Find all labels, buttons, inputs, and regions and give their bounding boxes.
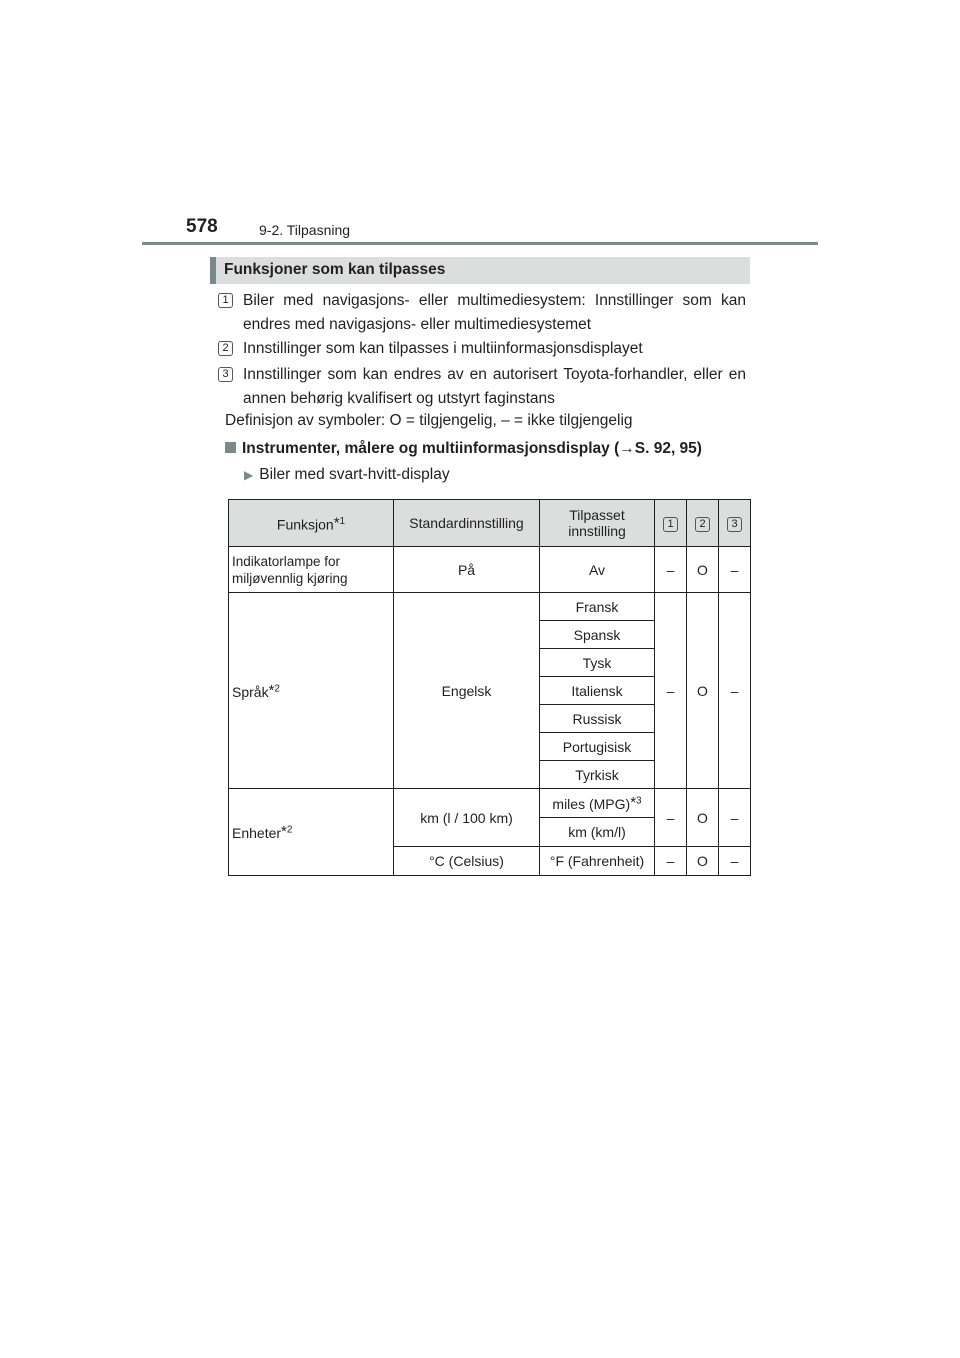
header-rule (142, 242, 818, 245)
footnote-ref: 2 (274, 682, 280, 694)
bullet-text: Biler med svart-hvitt-display (259, 466, 450, 483)
cell-c1: – (655, 789, 687, 847)
cell-c2: O (687, 847, 719, 876)
square-bullet-icon (225, 442, 236, 453)
cell-c3: – (719, 593, 751, 789)
header-col-2 (687, 500, 719, 547)
page-number: 578 (186, 216, 218, 237)
table-row (229, 547, 751, 593)
footnote-ref: 3 (636, 795, 642, 807)
number-1-icon: 1 (663, 517, 678, 532)
cell-option: Tysk (540, 649, 655, 677)
table-row (229, 593, 751, 621)
section-reference: 9-2. Tilpasning (259, 222, 351, 238)
cell-default: km (l / 100 km) (394, 789, 540, 847)
cell-function: Indikatorlampe for miljøvennlig kjøring (229, 547, 394, 593)
note-text: Innstillinger som kan endres av en autorisert Toyota-forhandler, eller en annen behørig kvalifisert og utstyrt faginstans (243, 366, 746, 407)
number-2-icon: 2 (218, 341, 233, 356)
cell-c1: – (655, 847, 687, 876)
table-header-row (229, 500, 751, 547)
number-3-icon: 3 (727, 517, 742, 532)
subheading-text: Instrumenter, målere og multiinformasjonsdisplay (→S. 92, 95) (242, 440, 702, 457)
cell-default: På (394, 547, 540, 593)
cell-option: Russisk (540, 705, 655, 733)
subheading (225, 440, 702, 458)
cell-c3: – (719, 789, 751, 847)
asterisk-icon: * (630, 794, 637, 811)
header-col-1 (655, 500, 687, 547)
cell-option: Portugisisk (540, 733, 655, 761)
cell-custom: °F (Fahrenheit) (540, 847, 655, 876)
number-1-icon: 1 (218, 293, 233, 308)
asterisk-icon: * (333, 514, 340, 532)
footnote-ref: 2 (286, 824, 293, 836)
cell-option: Fransk (540, 593, 655, 621)
asterisk-icon: * (281, 823, 287, 840)
cell-option: Tyrkisk (540, 761, 655, 789)
cell-option: miles (MPG)*$^3$ (540, 789, 655, 818)
cell-c2: O (687, 593, 719, 789)
cell-c2: O (687, 789, 719, 847)
cell-function: Enheter*$^2$ (229, 789, 394, 876)
cell-option: Italiensk (540, 677, 655, 705)
header-col-3 (719, 500, 751, 547)
note-3 (218, 363, 746, 411)
header-custom: Tilpasset innstilling (540, 500, 655, 547)
number-2-icon: 2 (695, 517, 710, 532)
cell-c3: – (719, 547, 751, 593)
symbol-definition: Definisjon av symboler: O = tilgjengelig, – = ikke tilgjengelig (225, 412, 633, 429)
cell-option: Spansk (540, 621, 655, 649)
cell-custom: Av (540, 547, 655, 593)
section-heading-bar (210, 257, 750, 284)
note-text: Innstillinger som kan tilpasses i multiinformasjonsdisplayet (243, 340, 643, 357)
note-text: Biler med navigasjons- eller multimediesystem: Innstillinger som kan endres med navigasjons- eller multimediesystemet (243, 292, 746, 333)
table-row (229, 789, 751, 818)
triangle-bullet-icon: ▶ (244, 468, 254, 482)
heading-accent (210, 257, 216, 284)
number-3-icon: 3 (218, 367, 233, 382)
cell-c1: – (655, 547, 687, 593)
cell-function: Språk*$^2$ (229, 593, 394, 789)
cell-option: km (km/l) (540, 818, 655, 847)
bullet-line (244, 466, 450, 484)
note-1 (218, 289, 746, 337)
header-function: Funksjon*$^1$ (229, 500, 394, 547)
cell-c1: – (655, 593, 687, 789)
note-2 (218, 337, 746, 361)
settings-table (228, 499, 751, 876)
header-default: Standardinnstilling (394, 500, 540, 547)
cell-c3: – (719, 847, 751, 876)
footnote-ref: 1 (339, 515, 346, 527)
section-heading: Funksjoner som kan tilpasses (224, 261, 446, 278)
cell-c2: O (687, 547, 719, 593)
cell-default: °C (Celsius) (394, 847, 540, 876)
asterisk-icon: * (268, 681, 275, 699)
cell-default: Engelsk (394, 593, 540, 789)
